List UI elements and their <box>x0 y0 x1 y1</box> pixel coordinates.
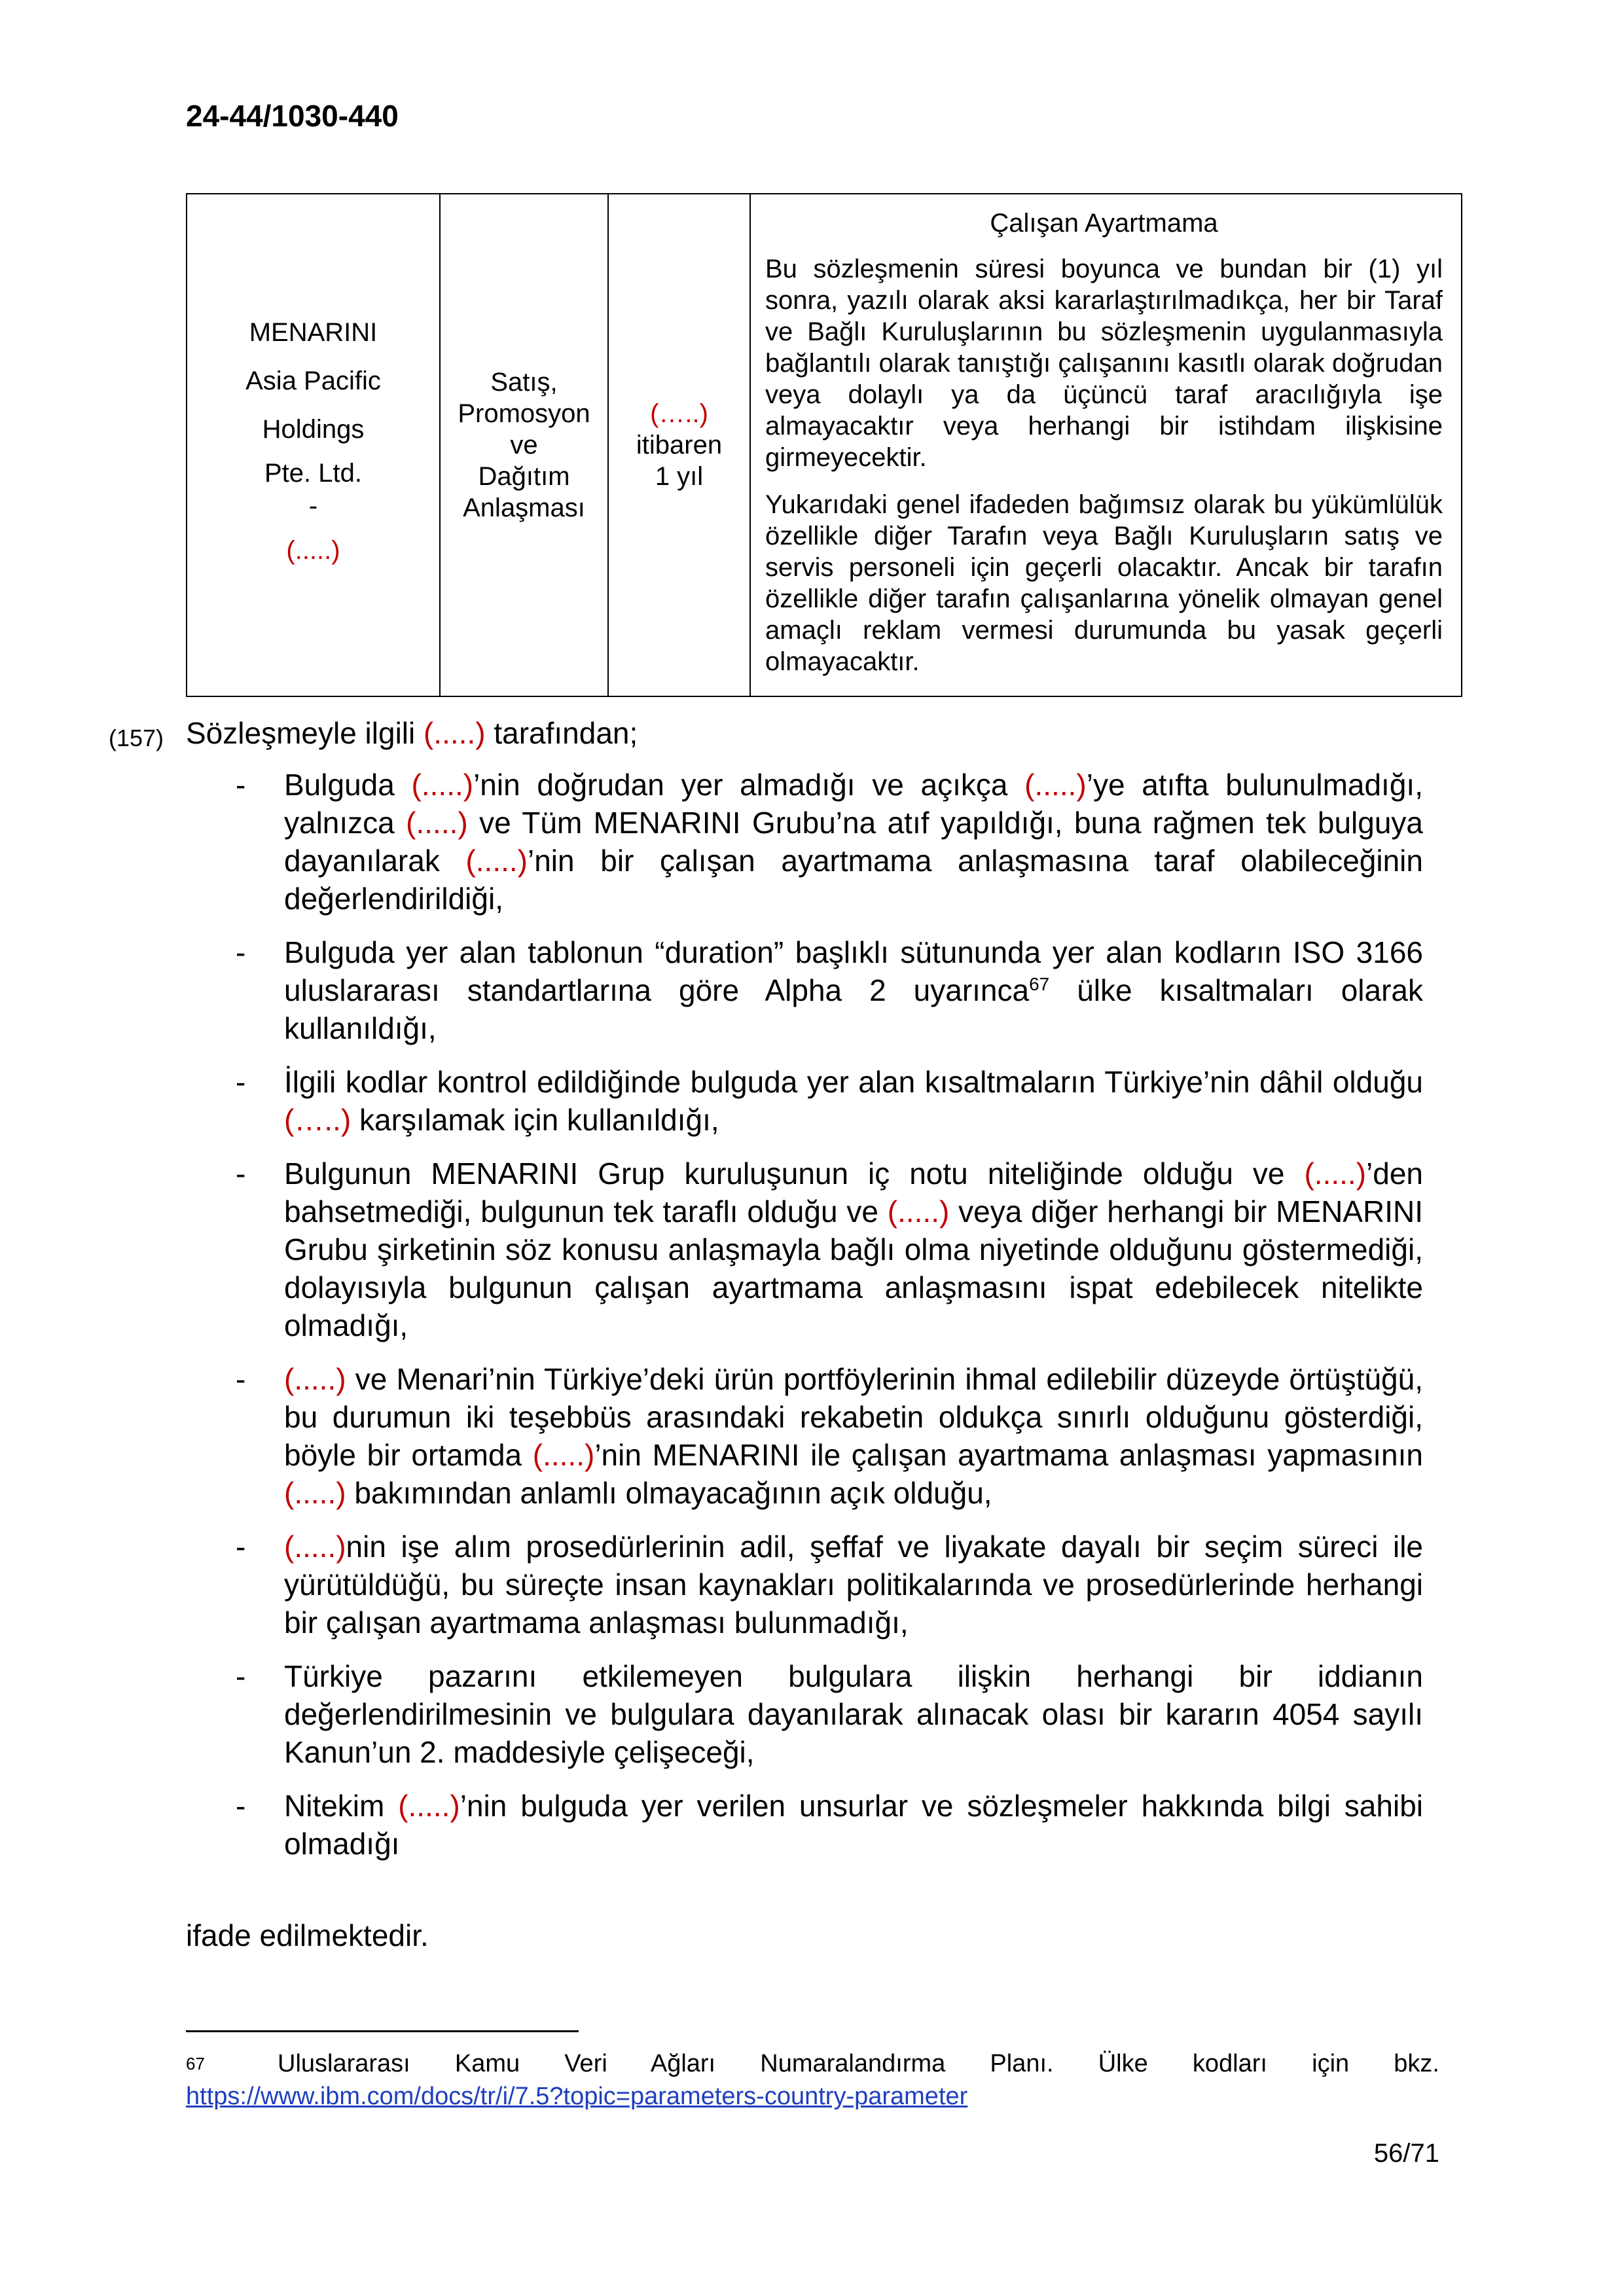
text-run: ’ye atıfta bulunulmadığı, yalnızca <box>284 768 1423 840</box>
agreement-table <box>186 193 1462 697</box>
party-line: - <box>308 492 318 520</box>
party-line: Holdings <box>262 415 365 444</box>
list-item <box>186 1155 1423 1344</box>
bullet-dash: - <box>236 1065 246 1099</box>
text-run: Bulguda yer alan tablonun “duration” başlıklı sütununda yer alan kodların ISO 3166 uluslararası standartlarına göre Alpha 2 uyarınca <box>284 935 1423 1007</box>
paragraph-number: (157) <box>109 725 164 751</box>
redacted-text: (.....) <box>398 1789 460 1823</box>
clause-cell <box>750 194 1462 696</box>
text-run: nin işe alım prosedürlerinin adil, şeffaf ve liyakate dayalı bir seçim süreci ile yürütüldüğü, bu süreçte insan kaynakları politikalarında ve prosedürlerinde herhangi bir çalışan ayartmama anlaşması bulunmadığı, <box>284 1530 1423 1640</box>
footnote-ref[interactable]: 67 <box>1029 974 1050 994</box>
list-item <box>186 1360 1423 1512</box>
text-run: ülke kısaltmaları olarak kullanıldığı, <box>284 973 1423 1045</box>
redacted-text: (.....) <box>424 716 486 750</box>
bullet-dash: - <box>236 1659 246 1693</box>
footnote-divider <box>186 2030 579 2032</box>
list-item <box>186 1787 1423 1863</box>
duration-line: itibaren <box>636 431 723 459</box>
agreement-type-line: Satış, <box>490 368 558 397</box>
paragraph-intro <box>186 715 638 751</box>
redacted-text: (.....) <box>465 844 528 878</box>
argument-list <box>186 766 1423 1878</box>
party-line: Asia Pacific <box>245 367 381 395</box>
bullet-dash: - <box>236 935 246 969</box>
text-run: karşılamak için kullanıldığı, <box>351 1103 719 1137</box>
redacted-text: (.....) <box>1024 768 1087 802</box>
redacted-text: (.....) <box>284 1476 346 1510</box>
agreement-type-line: Promosyon <box>458 399 590 428</box>
text-run: tarafından; <box>485 716 638 750</box>
table-row <box>187 194 1462 696</box>
list-item <box>186 766 1423 918</box>
list-item <box>186 1528 1423 1641</box>
text-run: Bulgunun MENARINI Grup kuruluşunun iç notu niteliğinde olduğu ve <box>284 1157 1305 1191</box>
redacted-text: (.....) <box>284 1530 346 1564</box>
bullet-dash: - <box>236 768 246 802</box>
text-run: Bulguda <box>284 768 412 802</box>
text-run: ’nin doğrudan yer almadığı ve açıkça <box>473 768 1025 802</box>
redacted-text: (…..) <box>650 399 708 428</box>
clause-paragraph: Bu sözleşmenin süresi boyunca ve bundan bir (1) yıl sonra, yazılı olarak aksi kararlaştırılmadıkça, her bir Taraf ve Bağlı Kuruluşlarının bu sözleşmenin uygulanmasıyla bağlantılı olarak tanıştığı çalışanını kasıtlı olarak doğrudan veya dolaylı ya da üçüncü taraf aracılığıyla işe almayacaktır veya herhangi bir istihdam ilişkisine girmeyecektir. <box>765 255 1443 472</box>
clause-paragraph: Yukarıdaki genel ifadeden bağımsız olarak bu yükümlülük özellikle diğer Tarafın veya Bağlı Kuruluşların satış ve servis personeli için geçerli olacaktır. Ancak bir tarafın özellikle diğer tarafın çalışanlarına yönelik olmayan genel amaçlı reklam vermesi durumunda bu yasak geçerli olmayacaktır. <box>765 490 1443 676</box>
text-run: ve Tüm MENARINI Grubu’na atıf yapıldığı, buna rağmen tek bulguya dayanılarak <box>284 806 1423 878</box>
agreement-type-line: Dağıtım <box>478 462 570 491</box>
text-run: bakımından anlamlı olmayacağının açık olduğu, <box>346 1476 992 1510</box>
duration-cell <box>608 194 750 696</box>
list-item <box>186 933 1423 1047</box>
redacted-text: (.....) <box>286 536 340 565</box>
redacted-text: (.....) <box>532 1438 595 1472</box>
agreement-type-cell <box>440 194 608 696</box>
text-run: İlgili kodlar kontrol edildiğinde bulguda yer alan kısaltmaların Türkiye’nin dâhil olduğu <box>284 1065 1423 1099</box>
text-run: ’den bahsetmediği, bulgunun tek taraflı olduğu ve <box>284 1157 1423 1229</box>
text-run: Nitekim <box>284 1789 399 1823</box>
party-line: Pte. Ltd. <box>264 459 362 488</box>
text-run: veya diğer herhangi bir MENARINI Grubu şirketinin söz konusu anlaşmayla bağlı olma niyetinde olduğunu göstermediği, dolayısıyla bulgunun çalışan ayartmama anlaşmasını ispat edebilecek nitelikte olmadığı, <box>284 1194 1423 1342</box>
footnote-line <box>186 2047 1439 2080</box>
bullet-dash: - <box>236 1530 246 1564</box>
agreement-type-line: Anlaşması <box>463 493 585 522</box>
redacted-text: (.....) <box>1304 1157 1367 1191</box>
footnote <box>186 2047 1439 2113</box>
text-run: ’nin MENARINI ile çalışan ayartmama anlaşması yapmasının <box>594 1438 1423 1472</box>
list-item <box>186 1657 1423 1771</box>
agreement-type-line: ve <box>510 431 538 459</box>
footnote-link[interactable]: https://www.ibm.com/docs/tr/i/7.5?topic=parameters-country-parameter <box>186 2083 968 2110</box>
document-id: 24-44/1030-440 <box>186 99 399 133</box>
party-cell <box>187 194 440 696</box>
redacted-text: (.....) <box>411 768 474 802</box>
redacted-text: (…..) <box>284 1103 352 1137</box>
closing-text: ifade edilmektedir. <box>186 1918 429 1952</box>
text-run: ’nin bir çalışan ayartmama anlaşmasına taraf olabileceğinin değerlendirildiği, <box>284 844 1423 916</box>
redacted-text: (.....) <box>887 1194 950 1229</box>
footnote-mark: 67 <box>186 2054 205 2073</box>
redacted-text: (.....) <box>284 1362 346 1396</box>
text-run: ’nin bulguda yer verilen unsurlar ve sözleşmeler hakkında bilgi sahibi olmadığı <box>284 1789 1423 1861</box>
clause-heading: Çalışan Ayartmama <box>990 209 1218 238</box>
bullet-dash: - <box>236 1789 246 1823</box>
party-line: MENARINI <box>249 318 378 347</box>
bullet-dash: - <box>236 1362 246 1396</box>
page-number: 56/71 <box>1373 2139 1439 2168</box>
text-run: Türkiye pazarını etkilemeyen bulgulara ilişkin herhangi bir iddianın değerlendirilmesinin ve bulgulara dayanılarak alınacak olası bir kararın 4054 sayılı Kanun’un 2. maddesiyle çelişeceği, <box>284 1659 1423 1769</box>
list-item <box>186 1063 1423 1139</box>
duration-line: 1 yıl <box>655 462 704 491</box>
bullet-dash: - <box>236 1157 246 1191</box>
text-run: ve Menari’nin Türkiye’deki ürün portföylerinin ihmal edilebilir düzeyde örtüştüğü, bu durumun iki teşebbüs arasındaki rekabetin oldukça sınırlı olduğunu gösterdiği, böyle bir ortamda <box>284 1362 1423 1472</box>
text-run: Sözleşmeyle ilgili <box>186 716 424 750</box>
footnote-text: Uluslararası Kamu Veri Ağları Numaralandırma Planı. Ülke kodları için bkz. <box>278 2050 1439 2077</box>
redacted-text: (.....) <box>406 806 468 840</box>
